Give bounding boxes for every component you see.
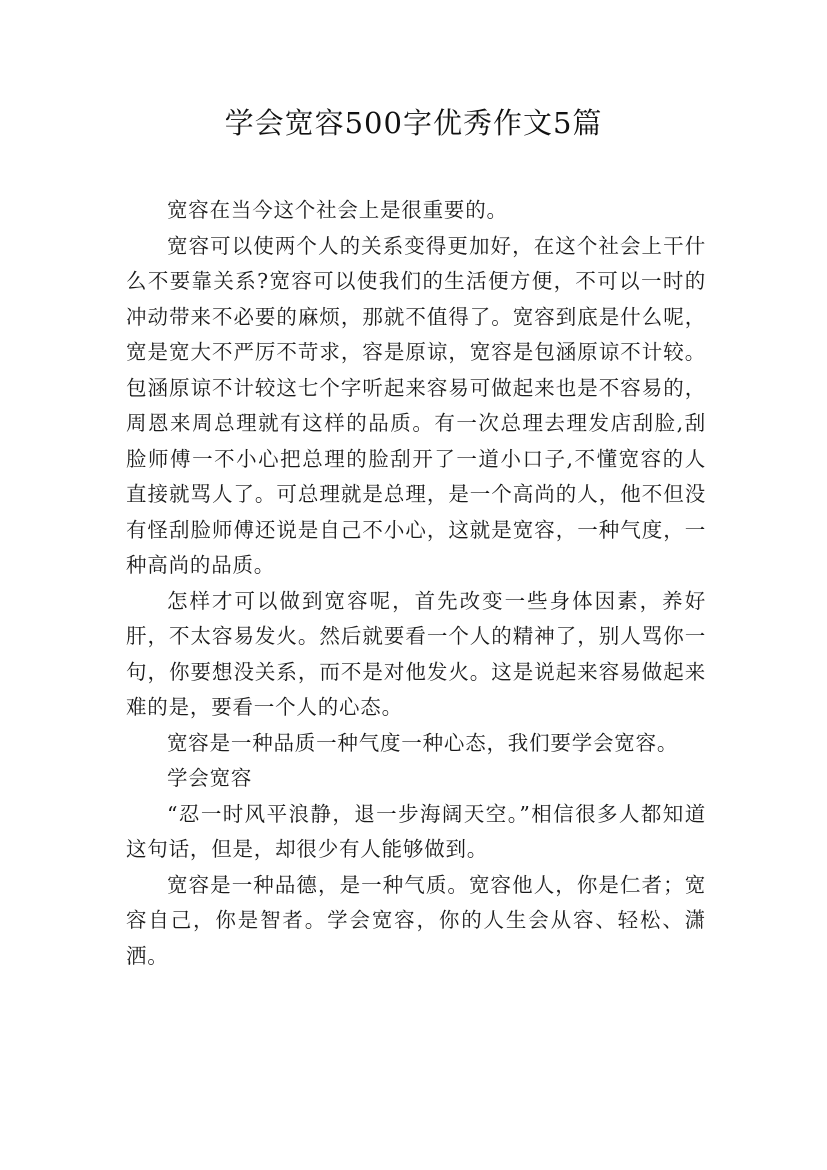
document-body bbox=[126, 193, 706, 974]
paragraph-4: 宽容是一种品质一种气度一种心态，我们要学会宽容。 bbox=[167, 730, 679, 755]
page-title: 学会宽容500字优秀作文5篇 bbox=[224, 106, 603, 140]
paragraph-2: 宽容可以使两个人的关系变得更加好，在这个社会上干什么不要靠关系?宽容可以使我们的生活便方便，不可以一时的冲动带来不必要的麻烦，那就不值得了。宽容到底是什么呢，宽是宽大不严厉不苛求，容是原谅，宽容是包涵原谅不计较。包涵原谅不计较这七个字听起来容易可做起来也是不容易的，周恩来周总理就有这样的品质。有一次总理去理发店刮脸,刮脸师傅一不小心把总理的脸刮开了一道小口子,不懂宽容的人直接就骂人了。可总理就是总理，是一个高尚的人，他不但没有怪刮脸师傅还说是自己不小心，这就是宽容，一种气度，一种高尚的品质。 bbox=[126, 233, 706, 577]
paragraph-1: 宽容在当今这个社会上是很重要的。 bbox=[167, 198, 508, 222]
paragraph-5: “忍一时风平浪静，退一步海阔天空。”相信很多人都知道这句话，但是，却很少有人能够做到。 bbox=[126, 801, 706, 861]
paragraph-6: 宽容是一种品德，是一种气质。宽容他人，你是仁者；宽容自己，你是智者。学会宽容，你的人生会从容、轻松、潇洒。 bbox=[126, 872, 706, 968]
paragraph-3: 怎样才可以做到宽容呢，首先改变一些身体因素，养好肝，不太容易发火。然后就要看一个人的精神了，别人骂你一句，你要想没关系，而不是对他发火。这是说起来容易做起来难的是，要看一个人的心态。 bbox=[126, 588, 706, 719]
section-heading: 学会宽容 bbox=[167, 766, 253, 790]
